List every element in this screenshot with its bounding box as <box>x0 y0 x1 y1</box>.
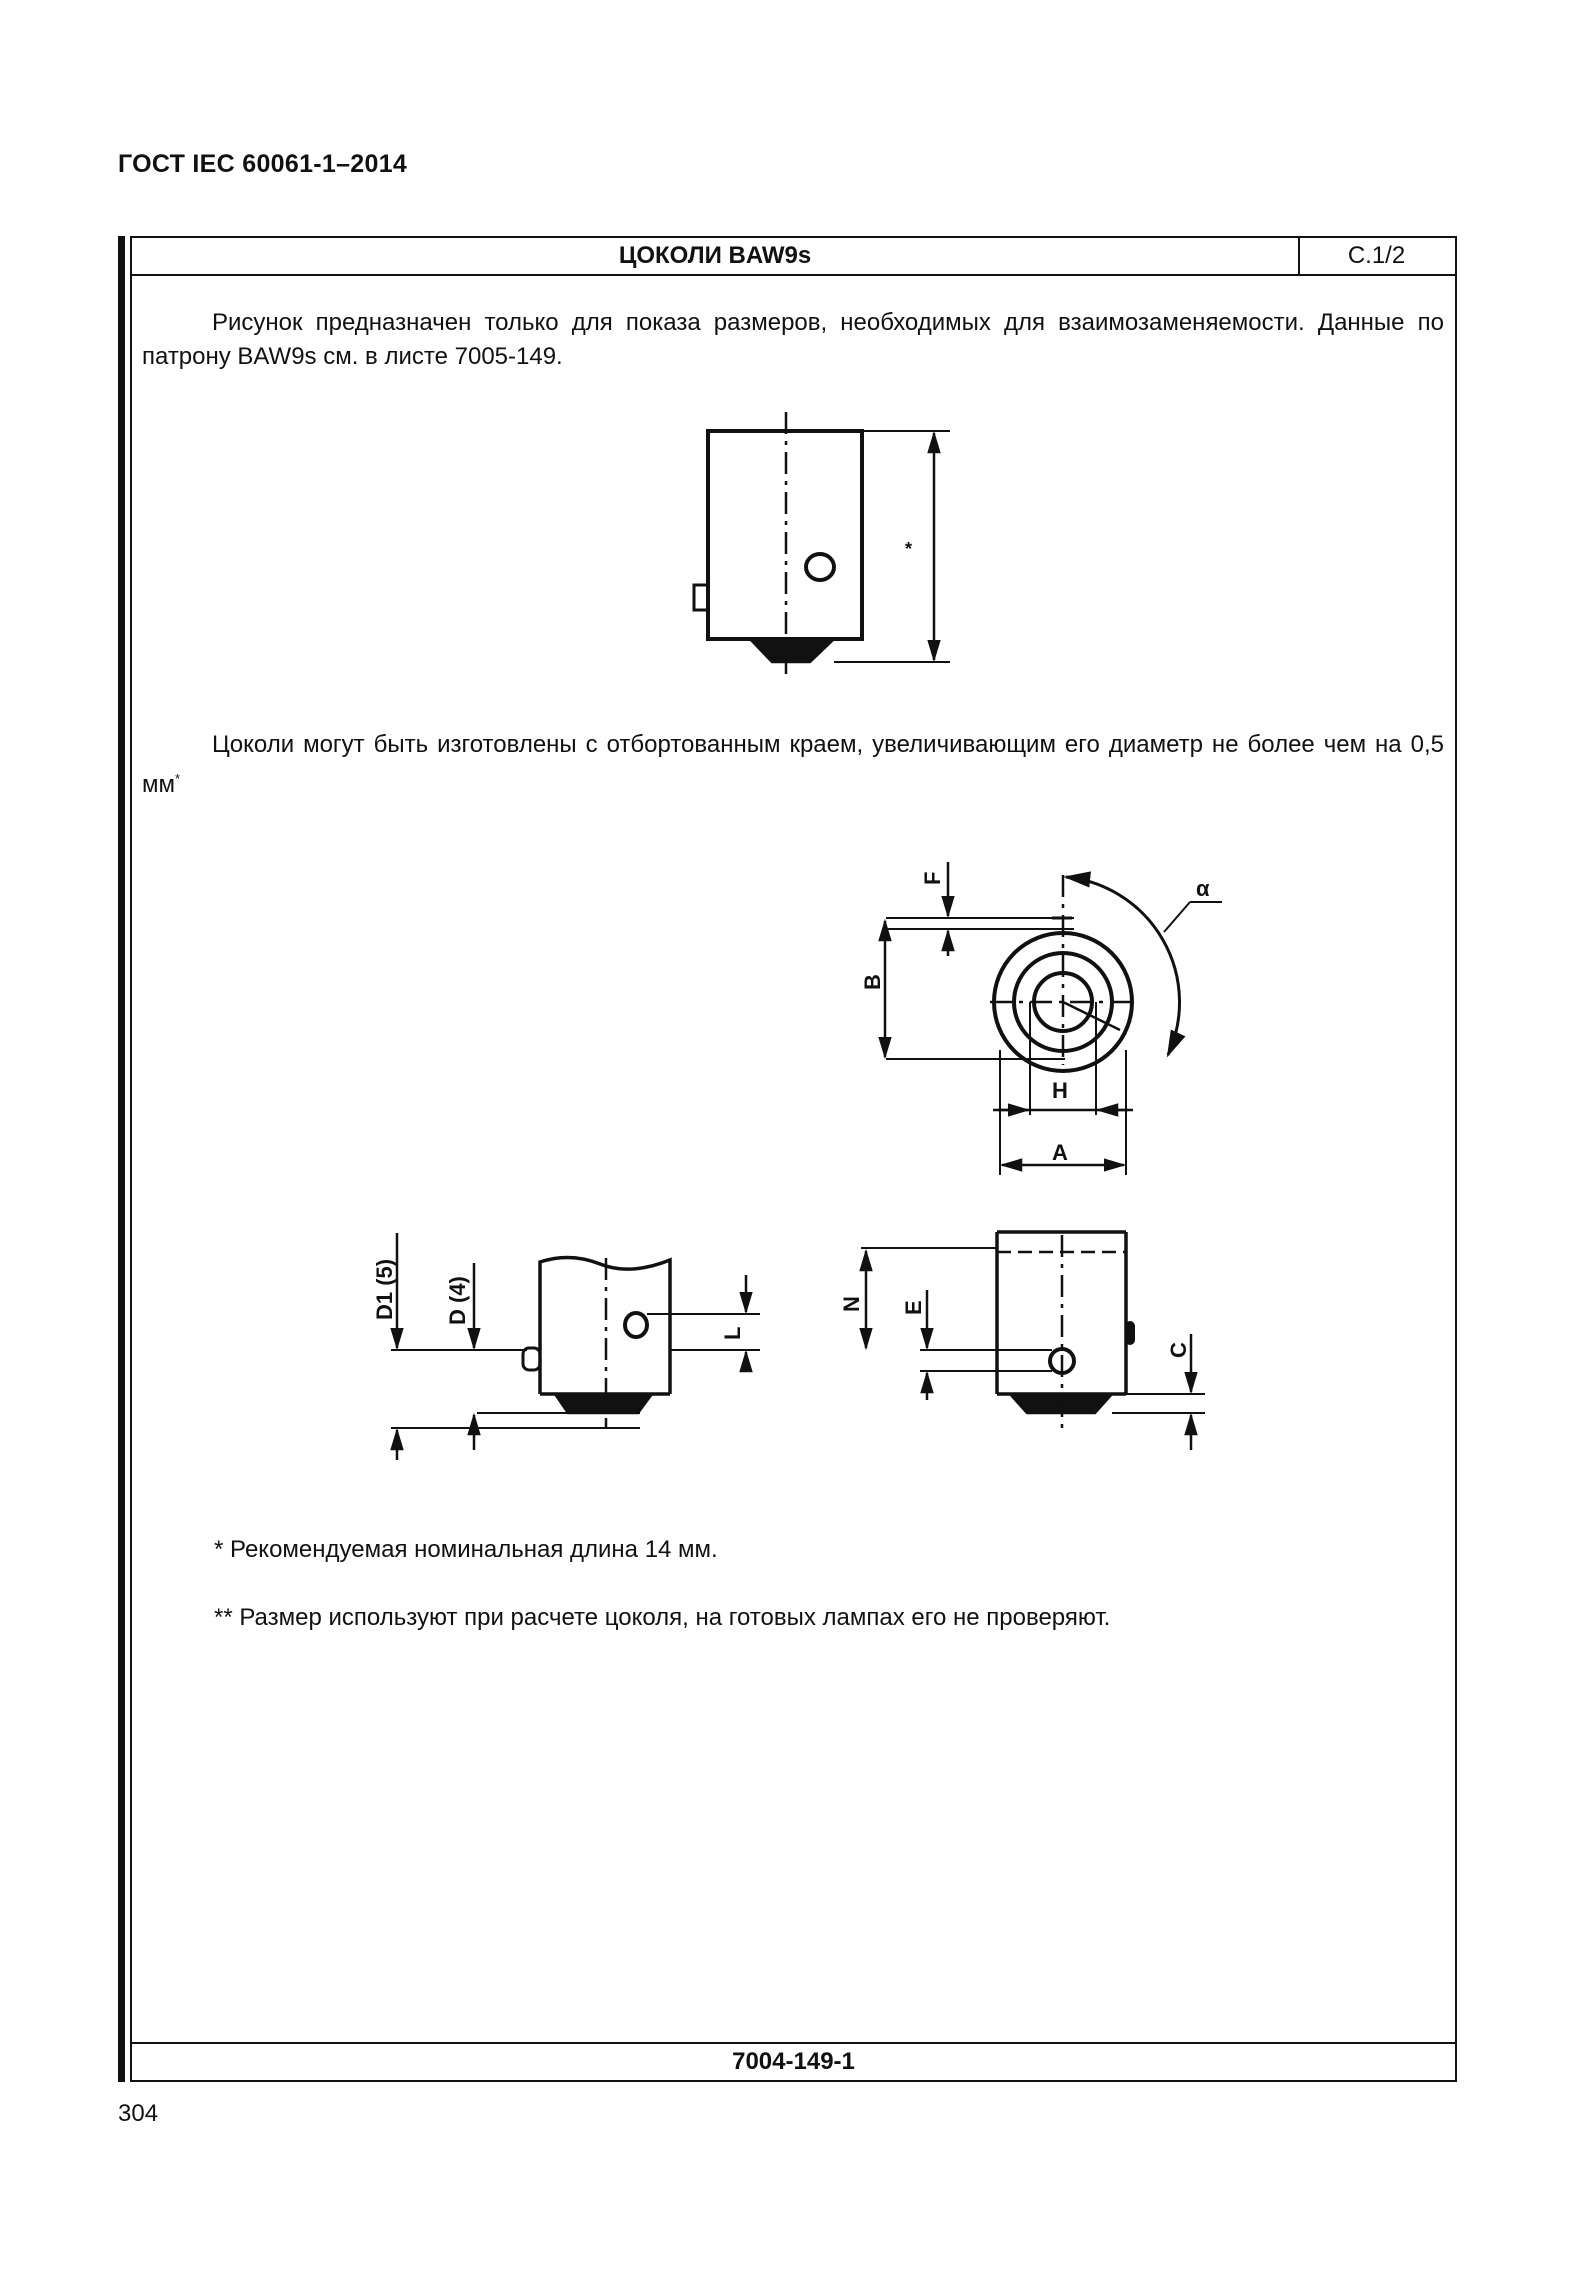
footnote-2: ** Размер используют при расчете цоколя, на готовых лампах его не проверяют. <box>214 1604 1111 1631</box>
document-code: ГОСТ IEC 60061-1–2014 <box>118 150 408 178</box>
label-c: C <box>1166 1342 1191 1358</box>
page-number: 304 <box>118 2100 159 2127</box>
label-e: E <box>901 1300 926 1315</box>
label-f: F <box>920 871 945 885</box>
pin-side-view <box>372 1233 760 1460</box>
label-alpha: α <box>1196 876 1210 901</box>
intro-text: Рисунок предназначен только для показа размеров, необходимых для взаимозаменяемости. Данные по патрону BAW9s см. в листе 7005-149. <box>142 309 1444 370</box>
label-a: A <box>1052 1140 1068 1165</box>
pin-front-view <box>839 1232 1205 1450</box>
label-b: B <box>860 974 885 990</box>
label-d: D (4) <box>445 1276 470 1325</box>
sheet-title: ЦОКОЛИ BAW9s <box>132 238 1300 274</box>
label-d1: D1 (5) <box>372 1258 397 1320</box>
label-star: * <box>905 539 913 559</box>
label-n: N <box>839 1296 864 1312</box>
sheet-number: С.1/2 <box>1347 242 1406 269</box>
flange-text: Цоколи могут быть изготовлены с отбортованным краем, увеличивающим его диаметр не более чем на 0,5 мм <box>142 731 1444 798</box>
sheet-footer: 7004-149-1 <box>132 2042 1455 2080</box>
footnote-1: * Рекомендуемая номинальная длина 14 мм. <box>214 1536 718 1563</box>
label-h: H <box>1052 1078 1068 1103</box>
label-l: L <box>720 1326 745 1340</box>
base-side-view <box>694 412 950 676</box>
base-bottom-view <box>860 862 1222 1175</box>
flange-footnote-mark: * <box>175 771 181 786</box>
